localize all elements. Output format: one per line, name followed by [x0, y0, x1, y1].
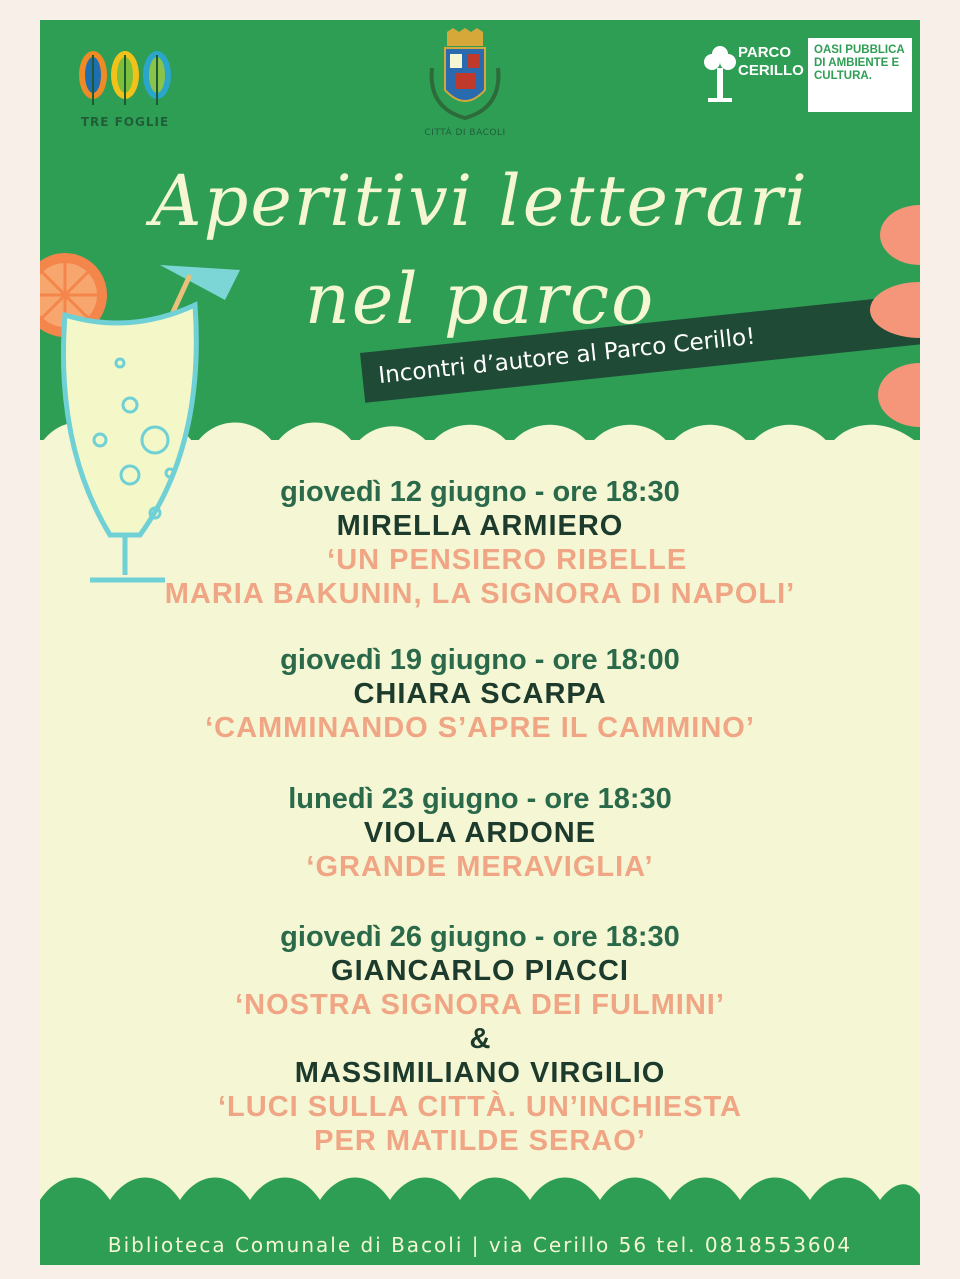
- parco-cerillo-name: PARCO CERILLO: [738, 44, 804, 79]
- tree-icon: [702, 46, 738, 106]
- parco-cerillo-logo: [700, 38, 914, 112]
- event-4: [0, 920, 960, 1158]
- event-3: [0, 782, 960, 884]
- event-author: CHIARA SCARPA: [353, 678, 607, 710]
- title-line-1: Aperitivi letterari: [151, 160, 809, 242]
- event-author-2: MASSIMILIANO VIRGILIO: [294, 1057, 666, 1089]
- event-book-line: ‘CAMMINANDO S’APRE IL CAMMINO’: [205, 712, 755, 744]
- event-book-line: ‘NOSTRA SIGNORA DEI FULMINI’: [235, 989, 725, 1021]
- event-book-line: ‘UN PENSIERO RIBELLE: [272, 544, 688, 576]
- event-date: giovedì 26 giugno - ore 18:30: [280, 921, 680, 953]
- parco-cerillo-tagline: OASI PUBBLICA DI AMBIENTE E CULTURA.: [814, 44, 905, 82]
- event-date: giovedì 19 giugno - ore 18:00: [280, 644, 680, 676]
- event-book-line: MARIA BAKUNIN, LA SIGNORA DI NAPOLI’: [164, 578, 796, 610]
- event-author: VIOLA ARDONE: [363, 817, 597, 849]
- tre-foglie-label: TRE FOGLIE: [80, 115, 170, 129]
- event-author: MIRELLA ARMIERO: [336, 510, 624, 542]
- event-date: lunedì 23 giugno - ore 18:30: [288, 783, 672, 815]
- tre-foglie-logo: [70, 35, 180, 135]
- event-book-line: PER MATILDE SERAO’: [314, 1125, 646, 1157]
- flower-icon: [850, 200, 920, 440]
- title-line-2: nel parco: [304, 258, 656, 340]
- footer-address: Biblioteca Comunale di Bacoli | via Cerillo 56 tel. 0818553604: [107, 1233, 853, 1257]
- subtitle-banner: Incontri d’autore al Parco Cerillo!: [360, 294, 920, 402]
- event-1: [0, 475, 960, 611]
- event-ampersand: &: [469, 1023, 491, 1055]
- bacoli-caption: CITTÀ DI BACOLI: [424, 128, 506, 138]
- event-book-line: ‘GRANDE MERAVIGLIA’: [306, 851, 654, 883]
- bacoli-coat-of-arms: [410, 28, 520, 143]
- coat-of-arms-icon: [410, 28, 520, 128]
- event-date: giovedì 12 giugno - ore 18:30: [280, 476, 680, 508]
- event-author: GIANCARLO PIACCI: [331, 955, 629, 987]
- event-2: [0, 643, 960, 745]
- event-book-line: ‘LUCI SULLA CITTÀ. UN’INCHIESTA: [218, 1091, 742, 1123]
- parco-cerillo-tagline-box: [808, 38, 912, 112]
- leaves-icon: [70, 35, 180, 115]
